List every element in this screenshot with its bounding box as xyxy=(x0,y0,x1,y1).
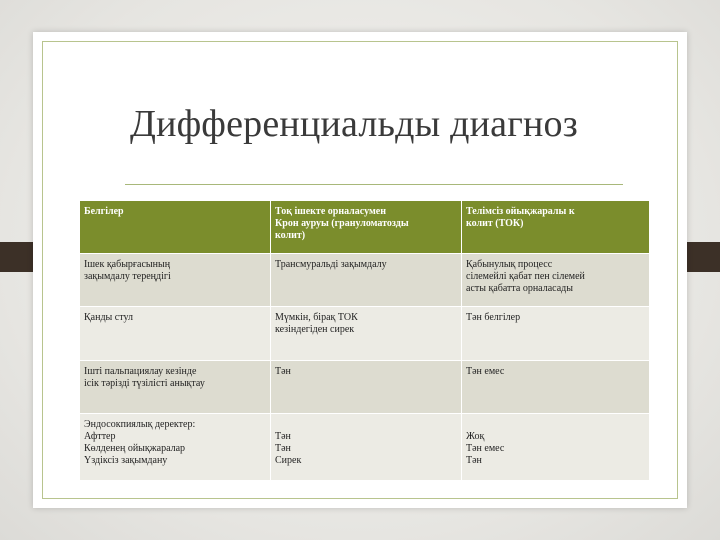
cell-text: Тән емес xyxy=(466,366,505,377)
cell-text: зақымдалу тереңдігі xyxy=(84,271,171,282)
slide-title: Дифференциальды диагноз xyxy=(130,103,578,145)
header-text: Тоқ ішекте орналасумен xyxy=(275,206,386,217)
cell-text: Үздіксіз зақымдану xyxy=(84,455,168,466)
header-text: колит) xyxy=(275,230,306,241)
table-cell-crohn xyxy=(271,254,462,307)
table-cell-sign xyxy=(80,361,271,414)
title-underline xyxy=(125,184,623,185)
cell-spacer xyxy=(275,419,456,431)
cell-text: Сирек xyxy=(275,455,302,466)
table-cell-sign xyxy=(80,307,271,361)
cell-text: Қанды стул xyxy=(84,312,133,323)
cell-text: ісік тәрізді түзілісті анықтау xyxy=(84,378,205,389)
table-cell-crohn xyxy=(271,361,462,414)
cell-text: Қабынулық процесс xyxy=(466,259,553,270)
table-cell-uc xyxy=(462,254,650,307)
cell-text: сілемейлі қабат пен сілемей xyxy=(466,271,585,282)
table-cell-sign xyxy=(80,254,271,307)
header-text: Телімсіз ойықжаралы к xyxy=(466,206,575,217)
header-text: Белгілер xyxy=(84,206,124,217)
cell-spacer xyxy=(466,419,644,431)
table-cell-crohn xyxy=(271,307,462,361)
table-cell-crohn xyxy=(271,414,462,481)
cell-text: Тән xyxy=(275,431,291,442)
table-row xyxy=(80,414,650,481)
cell-text: Афттер xyxy=(84,431,116,442)
cell-text: Көлденең ойықжаралар xyxy=(84,443,186,454)
cell-text: Тән xyxy=(466,455,482,466)
cell-text: Жоқ xyxy=(466,431,485,442)
cell-text: асты қабатта орналасады xyxy=(466,283,573,294)
header-cell-uc xyxy=(462,201,650,254)
table-cell-uc xyxy=(462,307,650,361)
cell-text: Ішті пальпациялау кезінде xyxy=(84,366,197,377)
cell-text: Эндосокпиялық деректер: xyxy=(84,419,196,430)
header-cell-crohn xyxy=(271,201,462,254)
cell-text: Тән xyxy=(275,443,291,454)
cell-text: Тән емес xyxy=(466,443,505,454)
table-cell-uc xyxy=(462,361,650,414)
table-header-row xyxy=(80,201,650,254)
cell-text: Тән xyxy=(275,366,291,377)
table-row xyxy=(80,254,650,307)
header-text: Крон ауруы (грануломатозды xyxy=(275,218,409,229)
cell-text: Тән белгілер xyxy=(466,312,521,323)
cell-text: Трансмуральді зақымдалу xyxy=(275,259,387,270)
header-text: колит (ТОК) xyxy=(466,218,524,229)
cell-text: Мүмкін, бірақ ТОК xyxy=(275,312,358,323)
cell-text: кезіндегіден сирек xyxy=(275,324,355,335)
table-cell-sign xyxy=(80,414,271,481)
table-row xyxy=(80,307,650,361)
cell-text: Ішек қабырғасының xyxy=(84,259,171,270)
differential-diagnosis-table xyxy=(79,200,650,481)
table-row xyxy=(80,361,650,414)
header-cell-signs xyxy=(80,201,271,254)
table-cell-uc xyxy=(462,414,650,481)
